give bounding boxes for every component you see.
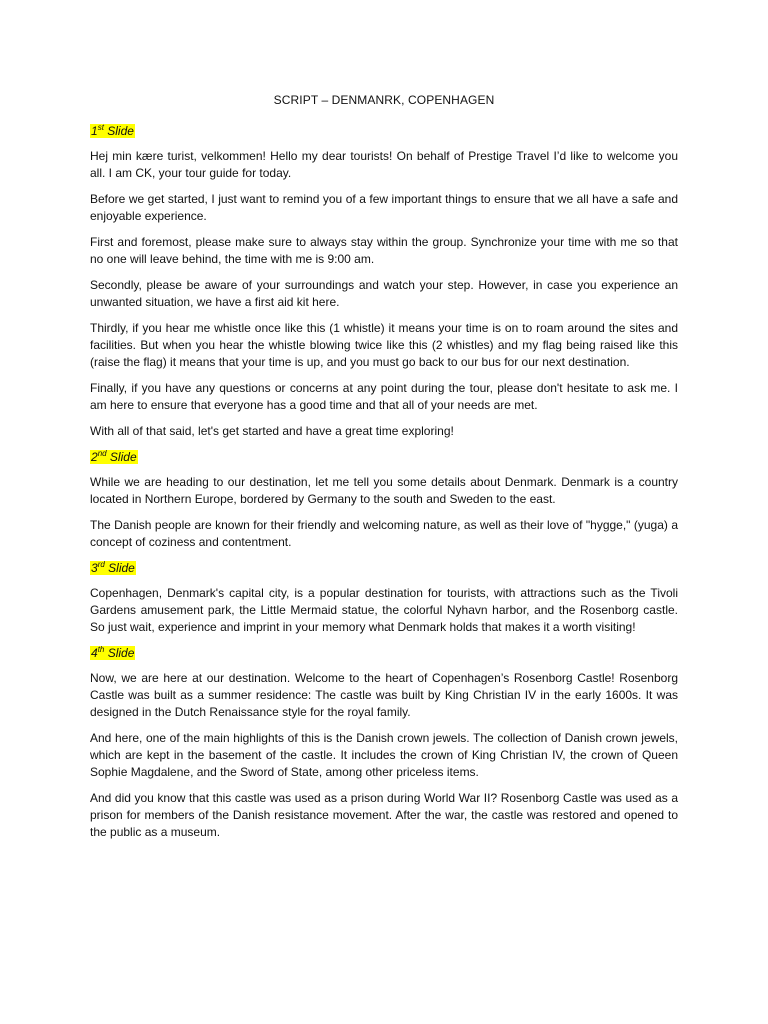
- slide-heading-highlight: 1st Slide: [91, 123, 134, 138]
- paragraph: With all of that said, let's get started and have a great time exploring!: [90, 424, 454, 438]
- slide-heading-highlight: 2nd Slide: [91, 449, 137, 464]
- paragraph: And here, one of the main highlights of this is the Danish crown jewels. The collection of Danish crown jewels, which are kept in the basement of the castle. It includes the crown of King Christian IV, the crown of Queen Sophie Magdalene, and the Sword of State, among other priceless items.: [90, 731, 678, 779]
- paragraph: The Danish people are known for their friendly and welcoming nature, as well as their love of "hygge," (yuga) a concept of coziness and contentment.: [90, 518, 678, 549]
- paragraph: Secondly, please be aware of your surroundings and watch your step. However, in case you experience an unwanted situation, we have a first aid kit here.: [90, 278, 678, 309]
- document-title: SCRIPT – DENMANRK, COPENHAGEN: [273, 93, 495, 107]
- slide-heading-highlight: 3rd Slide: [91, 560, 135, 575]
- paragraph: Finally, if you have any questions or concerns at any point during the tour, please don't hesitate to ask me. I am here to ensure that everyone has a good time and that all of your needs are met.: [90, 381, 678, 412]
- paragraph: While we are heading to our destination, let me tell you some details about Denmark. Denmark is a country located in Northern Europe, bordered by Germany to the south and Sweden to the east.: [90, 475, 678, 506]
- slide-heading-highlight: 4th Slide: [91, 645, 135, 660]
- slide-heading-2: [90, 449, 678, 466]
- paragraph: Copenhagen, Denmark's capital city, is a popular destination for tourists, with attractions such as the Tivoli Gardens amusement park, the Little Mermaid statue, the colorful Nyhavn harbor, and the Rosenborg castle. So just wait, experience and imprint in your memory what Denmark holds that makes it a worth visiting!: [90, 586, 678, 634]
- slide-heading-3: [90, 560, 678, 577]
- slide-heading-1: [90, 123, 678, 140]
- paragraph: Before we get started, I just want to remind you of a few important things to ensure that we all have a safe and enjoyable experience.: [90, 192, 678, 223]
- paragraph: Thirdly, if you hear me whistle once like this (1 whistle) it means your time is on to roam around the sites and facilities. But when you hear the whistle blowing twice like this (2 whistles) and my flag being raised like this (raise the flag) it means that your time is up, and you must go back to our bus for our next destination.: [90, 321, 678, 369]
- slide-heading-4: [90, 645, 678, 662]
- paragraph: Hej min kære turist, velkommen! Hello my dear tourists! On behalf of Prestige Travel I’d like to welcome you all. I am CK, your tour guide for today.: [90, 149, 678, 180]
- document-page: [90, 92, 678, 850]
- paragraph: First and foremost, please make sure to always stay within the group. Synchronize your time with me so that no one will leave behind, the time with me is 9:00 am.: [90, 235, 678, 266]
- paragraph: Now, we are here at our destination. Welcome to the heart of Copenhagen’s Rosenborg Castle! Rosenborg Castle was built as a summer residence: The castle was built by King Christian IV in the early 1600s. It was designed in the Dutch Renaissance style for the royal family.: [90, 671, 678, 719]
- paragraph: And did you know that this castle was used as a prison during World War II? Rosenborg Castle was used as a prison for members of the Danish resistance movement. After the war, the castle was restored and opened to the public as a museum.: [90, 791, 678, 839]
